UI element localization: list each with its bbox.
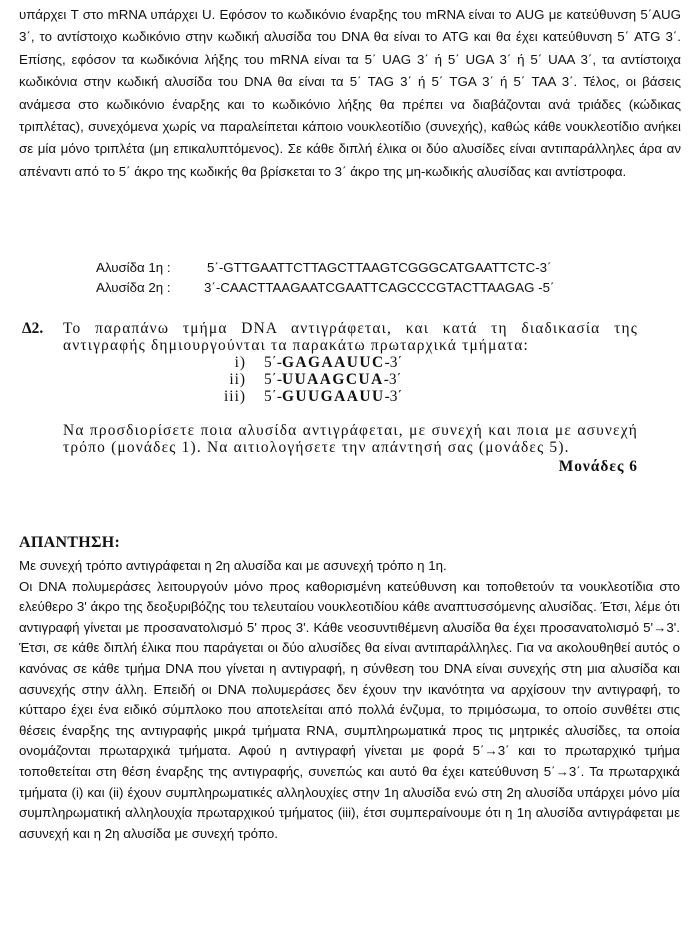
question-d2 xyxy=(22,320,638,475)
primer-numeral: iii) xyxy=(224,388,246,405)
strand-1 xyxy=(96,258,554,278)
strand-2-label: Αλυσίδα 2η : xyxy=(96,280,171,295)
primer-sequence: 5΄-GAGAAUUC-3΄ xyxy=(264,354,403,371)
primer-item xyxy=(22,371,638,388)
question-number: Δ2. xyxy=(22,320,44,337)
primer-list xyxy=(22,354,638,405)
question-header xyxy=(22,320,638,354)
primer-sequence: 5΄-GUUGAAUU-3΄ xyxy=(264,388,403,405)
answer-paragraph: Οι DNA πολυμεράσες λειτουργούν μόνο προς καθορισμένη κατεύθυνση και τοποθετούν τα νουκλεοτίδια στο ελεύθερο 3' άκρο της δεοξυριβόζης του τελευταίου νουκλεοτιδίου κάθε αναπτυσσόμενης αλυσίδας. Έτσι, λέμε ότι αντιγραφή γίνεται με προσανατολισμό 5' προς 3'. Κάθε νεοσυντιθέμενη αλυσίδα θα έχει προσανατολισμό 5'→3'. Έτσι, σε κάθε διπλή έλικα που παράγεται οι δύο αλυσίδες θα είναι αντιπαράλληλες. Για να ακολουθηθεί αυτός ο κανόνας σε κάθε τμήμα DNA που γίνεται η αντιγραφή, η σύνθεση του DNA είναι συνεχής στη μια αλυσίδα και ασυνεχής στην άλλη. Επειδή οι DNA πολυμεράσες δεν έχουν την ικανότητα να αρχίσουν την αντιγραφή, το κύτταρο έχει ένα ειδικό σύμπλοκο που αποτελείται από πολλά ένζυμα, το πριμόσωμα, το οποίο συνθέτει στις θέσεις έναρξης της αντιγραφής μικρά τμήματα RNA, συμπληρωματικά προς τις μητρικές αλυσίδες, τα οποία ονομάζονται πρωταρχικά τμήματα. Αφού η αντιγραφή γίνεται με φορά 5΄→3΄ και το πρωταρχικό τμήμα τοποθετείται στη θέση έναρξης της αντιγραφής, συνεπώς και αυτό θα έχει κατεύθυνση 5΄→3΄. Τα πρωταρχικά τμήματα (i) και (ii) έχουν συμπληρωματικές αλληλουχίες στην 1η αλυσίδα ενώ στη 2η αλυσίδα υπάρχει μόνο μία συμπληρωματική αλληλουχία πρωταρχικού τμήματος (iii), έτσι συμπεραίνουμε ότι η 1η αλυσίδα αντιγράφεται με ασυνεχή και η 2η αλυσίδα με συνεχή τρόπο. xyxy=(19,578,680,841)
question-marks: Μονάδες 6 xyxy=(558,458,638,475)
strand-2 xyxy=(96,278,554,298)
answer-title: ΑΠΑΝΤΗΣΗ: xyxy=(19,534,121,551)
question-text: Το παραπάνω τμήμα DNA αντιγράφεται, και κατά τη διαδικασία της αντιγραφής δημιουργούνται τα παρακάτω πρωταρχικά τμήματα: xyxy=(63,320,638,354)
strand-1-label: Αλυσίδα 1η : xyxy=(96,260,171,275)
primer-numeral: ii) xyxy=(229,371,246,388)
primer-item xyxy=(22,388,638,405)
primer-item xyxy=(22,354,638,371)
answer-body xyxy=(19,556,680,844)
answer-first-line: Με συνεχή τρόπο αντιγράφεται η 2η αλυσίδα και με ασυνεχή τρόπο η 1η. xyxy=(19,558,447,573)
intro-text: υπάρχει T στο mRNA υπάρχει U. Εφόσον το κωδικόνιο έναρξης του mRNA είναι το AUG με κατεύθυνση 5΄AUG 3΄, το αντίστοιχο κωδικόνιο στην κωδική αλυσίδα του DNA θα είναι το ATG και θα έχει κατεύθυνση 5΄ ATG 3΄. Επίσης, εφόσον τα κωδικόνια λήξης του mRNA είναι τα 5΄ UAG 3΄ ή 5΄ UGA 3΄ ή 5΄ UAA 3΄, τα αντίστοιχα κωδικόνια στην κωδική αλυσίδα του DNA θα είναι τα 5΄ TAG 3΄ ή 5΄ TGA 3΄ ή 5΄ TAA 3΄. Τέλος, οι βάσεις ανάμεσα στο κωδικόνιο έναρξης και το κωδικόνιο λήξης θα πρέπει να διαβάζονται ανά τριάδες (κώδικας τριπλέτας), συνεχόμενα χωρίς να παραλείπεται κάποιο νουκλεοτίδιο (συνεχής), καθώς κάθε νουκλεοτίδιο ανήκει σε μία μόνο τριπλέτα (μη επικαλυπτόμενος). Σε κάθε διπλή έλικα οι δύο αλυσίδες είναι αντιπαράλληλες άρα αν απέναντι από το 5΄ άκρο της κωδικής θα βρίσκεται το 3΄ άκρο της μη-κωδικής αλυσίδας και αντίστροφα. xyxy=(19,7,681,179)
question-instructions: Να προσδιορίσετε ποια αλυσίδα αντιγράφεται, με συνεχή και ποια με ασυνεχή τρόπο (μονάδες 1). Να αιτιολογήσετε την απάντησή σας (μονάδες 5). xyxy=(63,422,638,456)
strand-1-sequence: 5΄-GTTGAATTCTTAGCTTAAGTCGGGCATGAATTCTC-3΄ xyxy=(207,260,552,275)
intro-paragraph xyxy=(19,4,681,183)
primer-numeral: i) xyxy=(234,354,246,371)
strand-2-sequence: 3΄-CAACTTAAGAATCGAATTCAGCCCGTACTTAAGAG -5΄ xyxy=(204,280,555,295)
primer-sequence: 5΄-UUAAGCUA-3΄ xyxy=(264,371,402,388)
dna-strands xyxy=(96,258,554,298)
